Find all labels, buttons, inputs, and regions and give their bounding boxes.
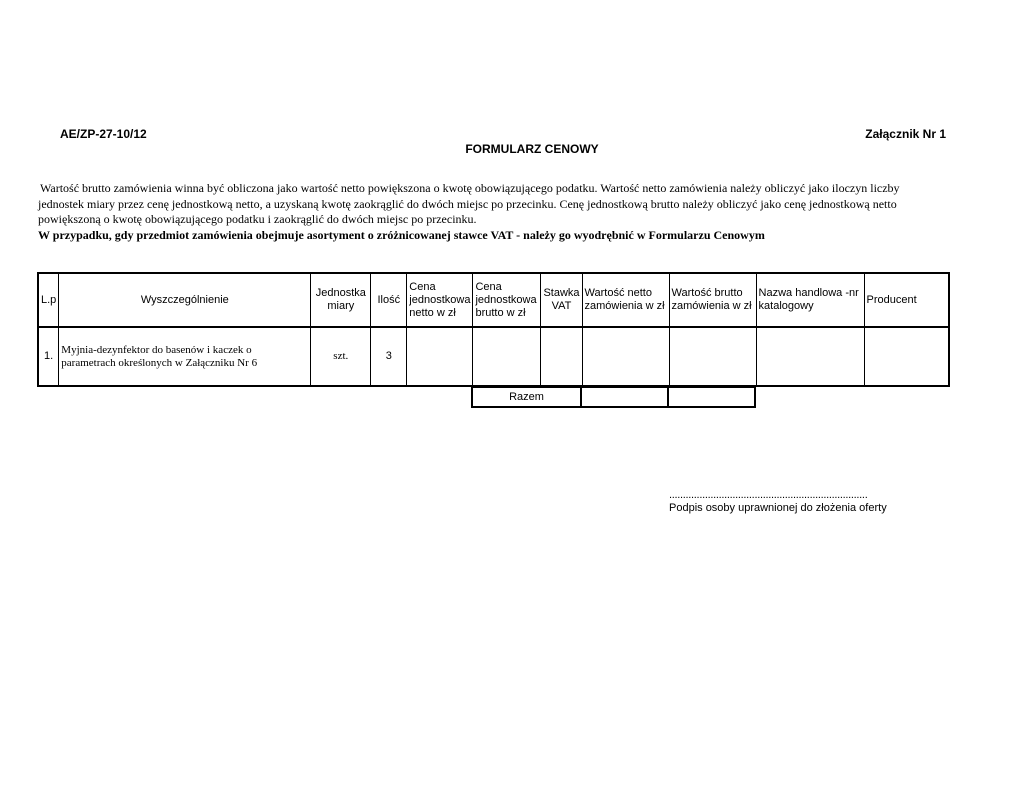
total-table [471,386,756,408]
total-label: Razem [472,387,581,407]
page-title: FORMULARZ CENOWY [465,142,599,156]
cell-net-unit-price[interactable] [407,327,473,386]
signature-label: Podpis osoby uprawnionej do złożenia oferty [669,502,887,514]
header-vat-rate: Stawka VAT [541,273,582,327]
signature-line: ........................................................................ [669,489,868,501]
header-trade-name: Nazwa handlowa -nr katalogowy [756,273,864,327]
cell-quantity: 3 [371,327,407,386]
cell-trade-name[interactable] [756,327,864,386]
document-reference: AE/ZP-27-10/12 [60,127,147,141]
header-quantity: Ilość [371,273,407,327]
intro-text [38,181,928,243]
header-net-value: Wartość netto zamówienia w zł [582,273,669,327]
cell-lp: 1. [38,327,59,386]
intro-vat-note: W przypadku, gdy przedmiot zamówienia obejmuje asortyment o zróżnicowanej stawce VAT - należy go wyodrębnić w Formularzu Cenowym [38,227,765,242]
table-row [38,327,949,386]
price-table [37,272,950,387]
cell-unit: szt. [311,327,371,386]
header-producer: Producent [864,273,949,327]
header-net-unit-price: Cena jednostkowa netto w zł [407,273,473,327]
header-description: Wyszczególnienie [59,273,311,327]
header-gross-unit-price: Cena jednostkowa brutto w zł [473,273,541,327]
cell-gross-value[interactable] [669,327,756,386]
total-net-value[interactable] [581,387,668,407]
cell-net-value[interactable] [582,327,669,386]
cell-description: Myjnia-dezynfektor do basenów i kaczek o parametrach określonych w Załączniku Nr 6 [59,327,311,386]
header-lp: L.p [38,273,59,327]
cell-gross-unit-price[interactable] [473,327,541,386]
total-row [472,387,755,407]
header-gross-value: Wartość brutto zamówienia w zł [669,273,756,327]
attachment-number: Załącznik Nr 1 [865,127,946,141]
header-unit: Jednostka miary [311,273,371,327]
cell-producer[interactable] [864,327,949,386]
cell-vat-rate[interactable] [541,327,582,386]
total-gross-value[interactable] [668,387,755,407]
intro-paragraph: Wartość brutto zamówienia winna być obliczona jako wartość netto powiększona o kwotę obowiązującego podatku. Wartość netto zamówienia należy obliczyć jako iloczyn liczby jednostek miary przez cenę jednostkową netto, a uzyskaną kwotę zaokrąglić do dwóch miejsc po przecinku. Cenę jednostkową brutto należy obliczyć jako cenę jednostkową netto powiększoną o kwotę obowiązującego podatku i zaokrąglić do dwóch miejsc po przecinku. [38,181,900,226]
table-header-row [38,273,949,327]
